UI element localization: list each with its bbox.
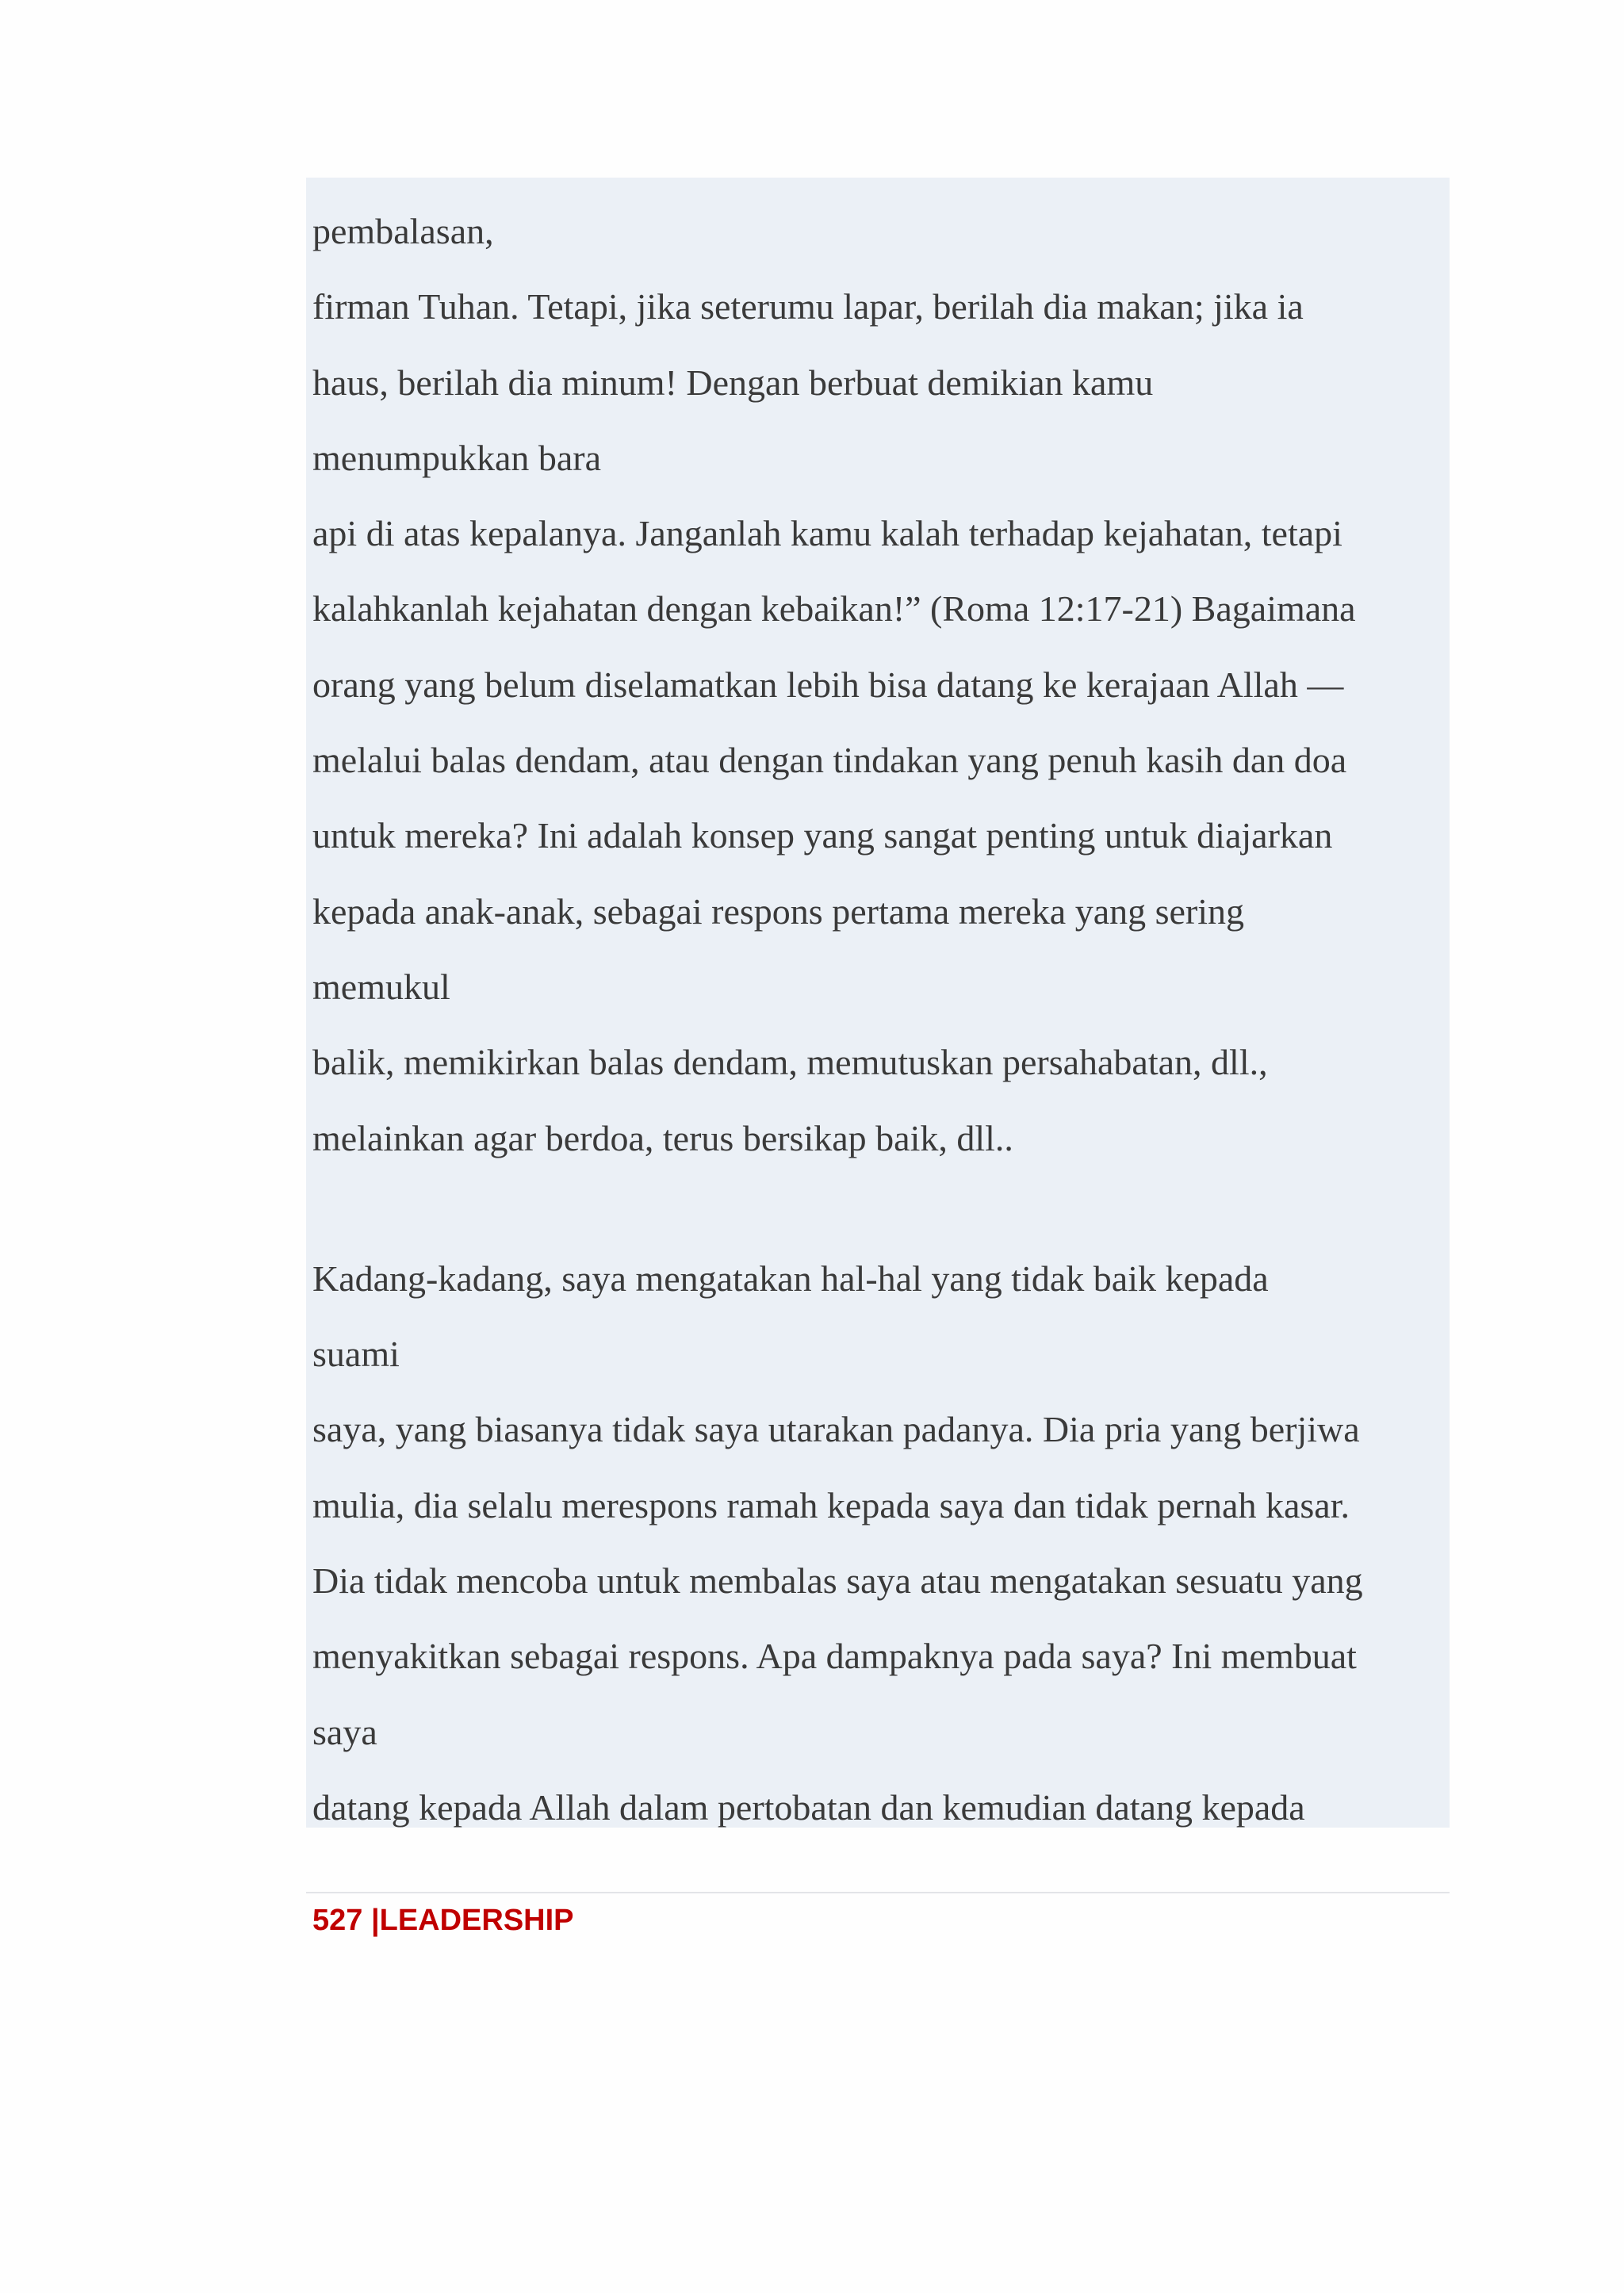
text-line: untuk mereka? Ini adalah konsep yang sangat penting untuk diajarkan [312,815,1333,856]
body-text-lines [312,208,1363,1859]
text-line: pembalasan, [312,211,494,251]
text-line: Dia tidak mencoba untuk membalas saya atau mengatakan sesuatu yang [312,1560,1363,1602]
text-line: api di atas kepalanya. Janganlah kamu kalah terhadap kejahatan, tetapi [312,513,1342,554]
page-number: 527 [312,1904,363,1937]
footer-separator: | [362,1904,380,1937]
text-line: datang kepada Allah dalam pertobatan dan kemudian datang kepada [312,1786,1305,1828]
text-line: Kadang-kadang, saya mengatakan hal-hal yang tidak baik kepada [312,1258,1269,1299]
text-line: saya [312,1711,377,1752]
text-line: mulia, dia selalu merespons ramah kepada saya dan tidak pernah kasar. [312,1484,1350,1525]
body-text-block [306,178,1450,1828]
text-line: melalui balas dendam, atau dengan tindakan yang penuh kasih dan doa [312,740,1347,781]
footer-divider [306,1892,1450,1893]
text-line: memukul [312,966,450,1007]
text-line: balik, memikirkan balas dendam, memutuskan persahabatan, dll., [312,1042,1268,1083]
text-line: suami [312,1334,400,1375]
section-title: LEADERSHIP [379,1904,574,1937]
text-line: menumpukkan bara [312,437,602,478]
text-line: kalahkanlah kejahatan dengan kebaikan!” (Roma 12:17-21) Bagaimana [312,588,1356,630]
text-line: saya, yang biasanya tidak saya utarakan padanya. Dia pria yang berjiwa [312,1409,1360,1450]
text-line: haus, berilah dia minum! Dengan berbuat demikian kamu [312,362,1154,403]
text-line: melainkan agar berdoa, terus bersikap baik, dll.. [312,1117,1013,1158]
text-line: orang yang belum diselamatkan lebih bisa datang ke kerajaan Allah — [312,664,1344,705]
paragraph-gap [312,1190,1363,1255]
text-line: menyakitkan sebagai respons. Apa dampaknya pada saya? Ini membuat [312,1636,1357,1677]
text-line: kepada anak-anak, sebagai respons pertama mereka yang sering [312,890,1245,932]
page-footer [312,1897,574,1944]
text-line: firman Tuhan. Tetapi, jika seterumu lapar, berilah dia makan; jika ia [312,286,1304,327]
